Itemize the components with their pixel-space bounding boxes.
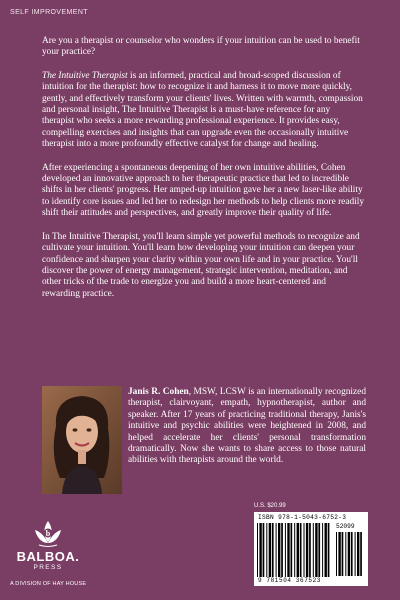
- lotus-icon: [33, 520, 63, 548]
- ean-digits: 9 781504 367523: [258, 577, 322, 584]
- author-bio-text: , MSW, LCSW is an internationally recognized therapist, clairvoyant, empath, hypnotherapist, author and speaker. After 17 years of practicing traditional therapy, Janis's intuitive and psychic abilities were heightened in 2008, and helped accelerate her clients' personal transformation dramatically. Now she wants to share access to those natural abilities with therapists around the world.: [128, 387, 366, 466]
- price-code: 52099: [336, 523, 355, 530]
- book-title-italic: The Intuitive Therapist: [42, 70, 128, 81]
- paragraph-author-story: After experiencing a spontaneous deepening of her own intuitive abilities, Cohen developed an innovative approach to her therapeutic practice that led to incredible shifts in her clients' progress. Her amped-up intuition gave her a new laser-like ability to identify core issues and led her to redesign her methods to help clients more readily shift their attitudes and perspectives, and greatly improve their quality of life.: [42, 162, 365, 219]
- paragraph-intro: Are you a therapist or counselor who wonders if your intuition can be used to benefit your practice?: [42, 36, 360, 58]
- author-bio: [128, 387, 366, 467]
- publisher-division: A DIVISION OF HAY HOUSE: [10, 581, 87, 587]
- price-label: U.S. $20.99: [254, 503, 286, 509]
- description-text: [42, 36, 364, 312]
- paragraph-book-summary: [42, 71, 364, 151]
- ean-barcode: [257, 523, 331, 577]
- barcode-box: [254, 512, 368, 586]
- price-barcode: [336, 532, 364, 576]
- paragraph-book-summary-text: is an informed, practical and broad-scoped discussion of intuition for the therapist: how to recognize it and harness it to move more quickly, gently, and effectively transform your clients' lives. Written with warmth, compassion and personal insight, The Intuitive Therapist is a must-have reference for any therapist who seeks a more rewarding professional experience. It provides easy, compelling exercises and insights that can upgrade even the occasionally intuitive therapist into a more profoundly effective catalyst for change and healing.: [42, 70, 363, 150]
- publisher-name: BALBOA.: [16, 549, 80, 564]
- author-name: Janis R. Cohen: [128, 387, 189, 397]
- svg-text:b: b: [45, 529, 51, 538]
- publisher-logo: [10, 520, 86, 572]
- publisher-sub: PRESS: [33, 564, 63, 571]
- isbn-text: ISBN 978-1-5043-6752-3: [258, 514, 347, 521]
- paragraph-what-you-learn: In The Intuitive Therapist, you'll learn simple yet powerful methods to recognize and cultivate your intuition. You'll learn how developing your intuition can deepen your confidence and sharpen your clarity within your own life and in your practice. You'll discover the power of energy management, strategic intervention, meditation, and other tricks of the trade to energize you and build a more heart-centered and rewarding practice.: [42, 231, 360, 299]
- genre-label: SELF IMPROVEMENT: [10, 9, 88, 16]
- author-photo: [42, 386, 122, 494]
